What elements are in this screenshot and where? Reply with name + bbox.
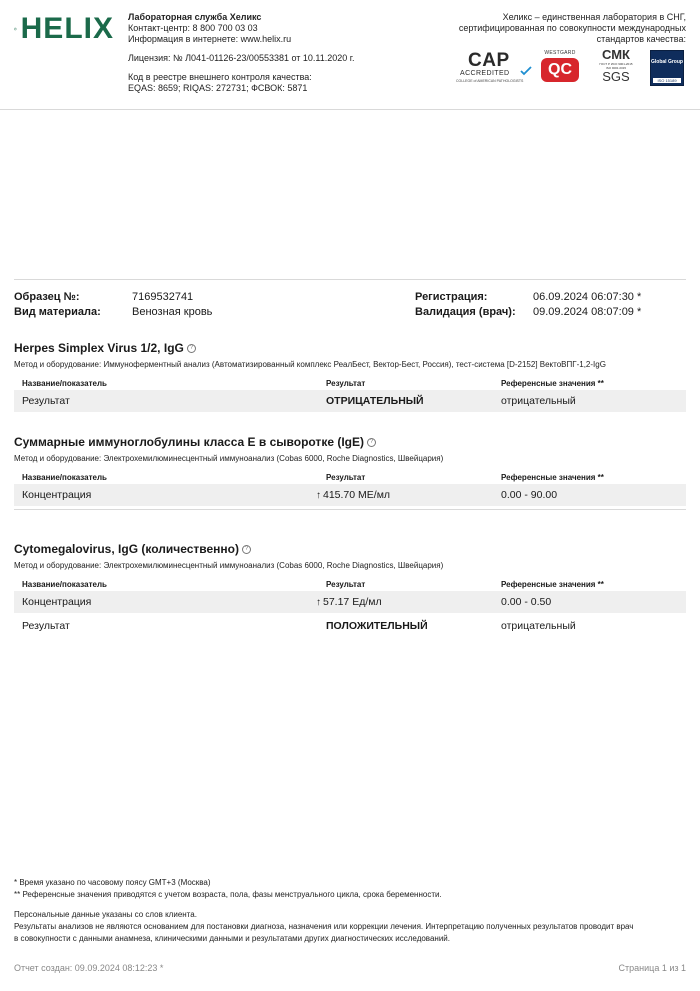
personal-data-note: Персональные данные указаны со слов клиента. [14,910,197,919]
column-reference: Референсные значения ** [501,473,604,482]
table-row [14,484,686,506]
column-reference: Референсные значения ** [501,379,604,388]
global-group-iso-logo [650,50,684,86]
help-icon[interactable]: ? [367,438,376,447]
test-section-cmv [14,541,686,637]
certification-text [436,12,686,45]
cert-line: Хеликс – единственная лаборатория в СНГ, [502,12,686,22]
row-name: Результат [22,620,70,632]
table-header [14,470,686,484]
test-title-text: Herpes Simplex Virus 1/2, IgG [14,341,184,355]
table-row [14,615,686,637]
row-name: Концентрация [22,596,92,608]
registration-label: Регистрация: [415,291,488,303]
registry-info: Код в реестре внешнего контроля качества: [128,72,312,82]
column-result: Результат [326,473,366,482]
validation-label: Валидация (врач): [415,306,516,318]
cert-line: сертифицированная по совокупности международных [458,23,686,33]
reference-note: ** Референсные значения приводятся с учетом возраста, пола, фазы менструального цикла, срока беременности. [14,890,442,899]
test-method: Метод и оборудование: Электрохемилюминесцентный иммуноанализ (Cobas 6000, Roche Diagnostics, Швейцария) [14,561,444,570]
test-section-ige [14,434,686,506]
timezone-note: * Время указано по часовому поясу GMT+3 (Москва) [14,878,211,887]
help-icon[interactable]: ? [242,545,251,554]
arrow-up-icon: ↑ [316,597,321,608]
row-result-value: 415.70 МЕ/мл [323,489,391,501]
material-value: Венозная кровь [132,306,213,318]
iso-15189-label: ISO 15189 [653,78,681,83]
divider [14,509,686,510]
sgs-logo-text: SGS [602,69,630,84]
column-name: Название/показатель [22,379,107,388]
westgard-qc-badge: QC [541,58,579,82]
registry-codes: EQAS: 8659; RIQAS: 272731; ФСВОК: 5871 [128,83,308,93]
footer-notes [14,877,686,945]
cap-logo-caption: COLLEGE of AMERICAN PATHOLOGISTS [456,79,524,83]
test-method: Метод и оборудование: Электрохемилюминесцентный иммуноанализ (Cobas 6000, Roche Diagnostics, Швейцария) [14,454,444,463]
row-reference: 0.00 - 90.00 [501,489,558,501]
sample-number-value: 7169532741 [132,291,194,303]
disclaimer-line1: Результаты анализов не являются основанием для постановки диагноза, назначения или коррекции лечения. Интерпретацию полученных результатов проводит врач [14,922,634,931]
row-reference: отрицательный [501,620,576,632]
cap-logo-subtitle: ACCREDITED [460,70,510,77]
test-section-hsv [14,340,686,412]
global-group-logo-text: Global Group [651,59,683,65]
column-result: Результат [326,580,366,589]
column-result: Результат [326,379,366,388]
row-result-value: 57.17 Ед/мл [323,596,382,608]
disclaimer-line2: в совокупности с данными анамнеза, клиническими данными и результатами других диагностических исследований. [14,934,450,943]
table-header [14,577,686,591]
arrow-up-icon: ↑ [316,490,321,501]
row-result [316,489,390,501]
checkmark-icon [520,66,532,76]
row-result: ПОЛОЖИТЕЛЬНЫЙ [326,620,428,632]
test-title [14,434,686,450]
lab-info [128,12,398,94]
helix-logo [14,12,114,46]
certification-logos [450,47,690,90]
website-info: Информация в интернете: www.helix.ru [128,34,292,44]
cap-accredited-logo [454,50,532,84]
table-row [14,591,686,613]
westgard-logo-text: WESTGARD [544,50,576,56]
row-reference: 0.00 - 0.50 [501,596,552,608]
smk-sgs-logo [598,48,634,88]
sample-number-label: Образец №: [14,291,80,303]
row-name: Концентрация [22,489,92,501]
westgard-qc-logo [538,50,582,86]
column-name: Название/показатель [22,580,107,589]
test-method: Метод и оборудование: Иммуноферментный анализ (Автоматизированный комплекс РеалБест, Вектор-Бест, Россия), тест-система [D-2152] ВектоВПГ-1,2-IgG [14,360,606,369]
row-result [316,596,382,608]
row-name: Результат [22,395,70,407]
test-title-text: Cytomegalovirus, IgG (количественно) [14,542,239,556]
divider [14,279,686,280]
column-name: Название/показатель [22,473,107,482]
column-reference: Референсные значения ** [501,580,604,589]
cert-line: стандартов качества: [596,34,686,44]
report-header [0,0,700,110]
registration-value: 06.09.2024 06:07:30 * [533,291,642,303]
row-reference: отрицательный [501,395,576,407]
row-result: ОТРИЦАТЕЛЬНЫЙ [326,395,424,407]
lab-name: Лабораторная служба Хеликс [128,12,262,22]
test-title-text: Суммарные иммуноглобулины класса E в сыворотке (IgE) [14,435,364,449]
test-title [14,340,686,356]
helix-logo-icon [14,14,17,44]
help-icon[interactable]: ? [187,344,196,353]
validation-value: 09.09.2024 08:07:09 * [533,306,642,318]
table-header [14,376,686,390]
material-label: Вид материала: [14,306,101,318]
license-info: Лицензия: № Л041-01126-23/00553381 от 10.11.2020 г. [128,53,355,63]
smk-logo-text: СМК [602,47,630,62]
report-created-date: Отчет создан: 09.09.2024 08:12:23 * [14,963,164,973]
cap-logo-text: CAP [468,50,510,71]
table-row [14,390,686,412]
helix-logo-text: HELIX [20,12,114,45]
page-number: Страница 1 из 1 [618,963,686,973]
contact-center: Контакт-центр: 8 800 700 03 03 [128,23,258,33]
smk-logo-caption: ГОСТ Р ИСО 9001-2015 ISO 9001:2015 [599,62,633,70]
test-title [14,541,686,557]
